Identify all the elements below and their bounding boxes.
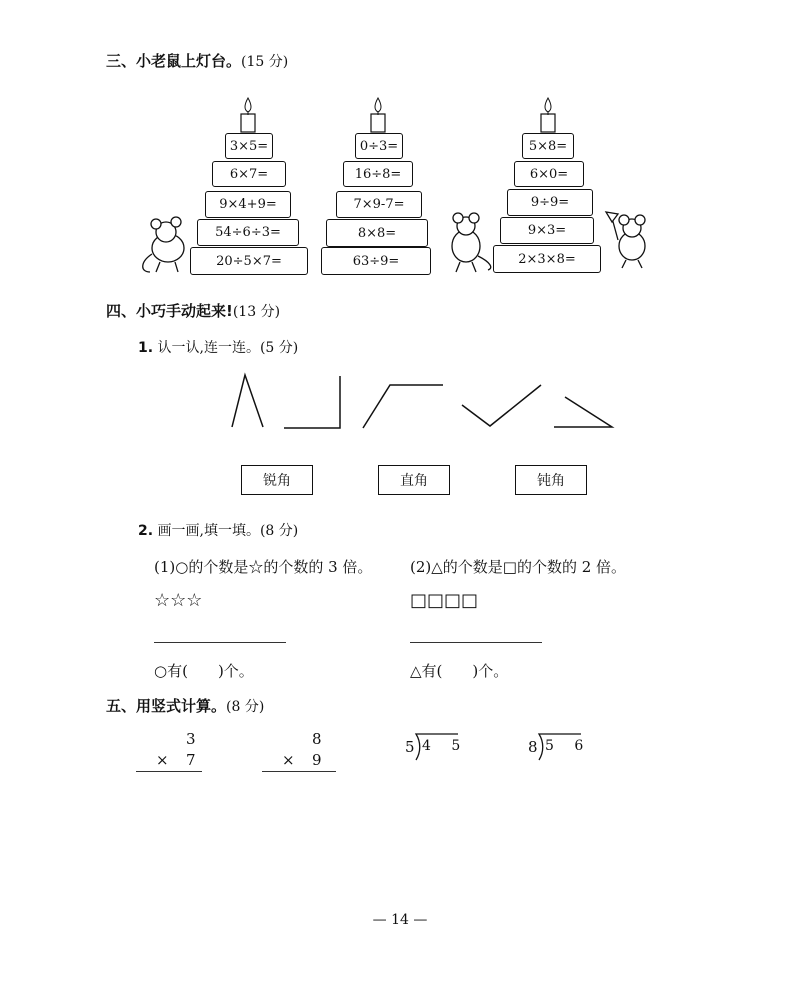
section4-title: 四、小巧手动起来! (106, 302, 233, 320)
tower1-tier-2: 6×7= (212, 161, 286, 187)
answer-line-b[interactable] (410, 642, 542, 643)
mouse-icon (143, 217, 184, 272)
stars-row: ☆☆☆ (154, 590, 203, 611)
mul2-bottom: 9 (312, 751, 322, 769)
candle-icon (541, 98, 555, 132)
q2-text: 画一画,填一填。(8 分) (157, 523, 299, 539)
mouse-icon (606, 212, 645, 268)
section5-heading (106, 695, 264, 716)
mouse-icon (452, 213, 491, 272)
acute-angle-figure-2 (554, 397, 612, 427)
section4-heading (106, 300, 280, 321)
tower1-tier-4: 54÷6÷3= (197, 219, 299, 246)
section5-title: 五、用竖式计算。 (106, 697, 227, 715)
fill-a: ○有( )个。 (154, 662, 254, 680)
fill-b: △有( )个。 (410, 662, 509, 680)
tower3-tier-3: 9÷9= (507, 189, 593, 216)
tower2-tier-3: 7×9-7= (336, 191, 422, 218)
acute-angle-figure (232, 375, 263, 427)
mul1-bottom: 7 (186, 751, 196, 769)
div2-divisor: 8 (528, 738, 538, 756)
div1-dividend: 4 5 (422, 738, 469, 754)
answer-line-a[interactable] (154, 642, 286, 643)
obtuse-angle-figure (363, 385, 443, 428)
div1-divisor: 5 (405, 738, 415, 756)
mul1-op: × (156, 751, 169, 769)
q1-text: 认一认,连一连。(5 分) (157, 340, 299, 356)
q2b-text: (2)△的个数是□的个数的 2 倍。 (410, 558, 627, 576)
label-obtuse[interactable]: 钝角 (515, 465, 587, 495)
mul1-top: 3 (186, 730, 196, 748)
q2a-text: (1)○的个数是☆的个数的 3 倍。 (154, 558, 373, 576)
candle-icon (371, 98, 385, 132)
q1-number: 1. (138, 340, 154, 356)
tower3-tier-4: 9×3= (500, 217, 594, 244)
right-angle-figure (284, 376, 340, 428)
mul2-line (262, 771, 336, 772)
angle-figures (0, 360, 800, 440)
tower2-tier-1: 0÷3= (355, 133, 403, 159)
tower3-tier-2: 6×0= (514, 161, 584, 187)
q2-prompt (138, 520, 298, 540)
v-angle-figure (462, 385, 541, 426)
section3-points: (15 分) (241, 54, 289, 70)
tower2-tier-2: 16÷8= (343, 161, 413, 187)
tower2-tier-4: 8×8= (326, 219, 428, 247)
label-right[interactable]: 直角 (378, 465, 450, 495)
candle-icon (241, 98, 255, 132)
page-number: — 14 — (372, 912, 428, 928)
label-acute[interactable]: 锐角 (241, 465, 313, 495)
mul1-line (136, 771, 202, 772)
tower2-tier-5: 63÷9= (321, 247, 431, 275)
section3-title: 三、小老鼠上灯台。 (106, 52, 242, 70)
squares-row: □□□□ (410, 590, 479, 611)
tower1-tier-3: 9×4+9= (205, 191, 291, 218)
q2-number: 2. (138, 523, 154, 539)
section4-points: (13 分) (232, 304, 281, 320)
tower3-tier-1: 5×8= (522, 133, 574, 159)
mul2-top: 8 (312, 730, 322, 748)
tower3-tier-5: 2×3×8= (493, 245, 601, 273)
q1-prompt (138, 337, 298, 357)
div2-dividend: 5 6 (545, 738, 592, 754)
tower1-tier-1: 3×5= (225, 133, 273, 159)
mul2-op: × (282, 751, 295, 769)
tower1-tier-5: 20÷5×7= (190, 247, 308, 275)
section5-points: (8 分) (226, 699, 265, 715)
